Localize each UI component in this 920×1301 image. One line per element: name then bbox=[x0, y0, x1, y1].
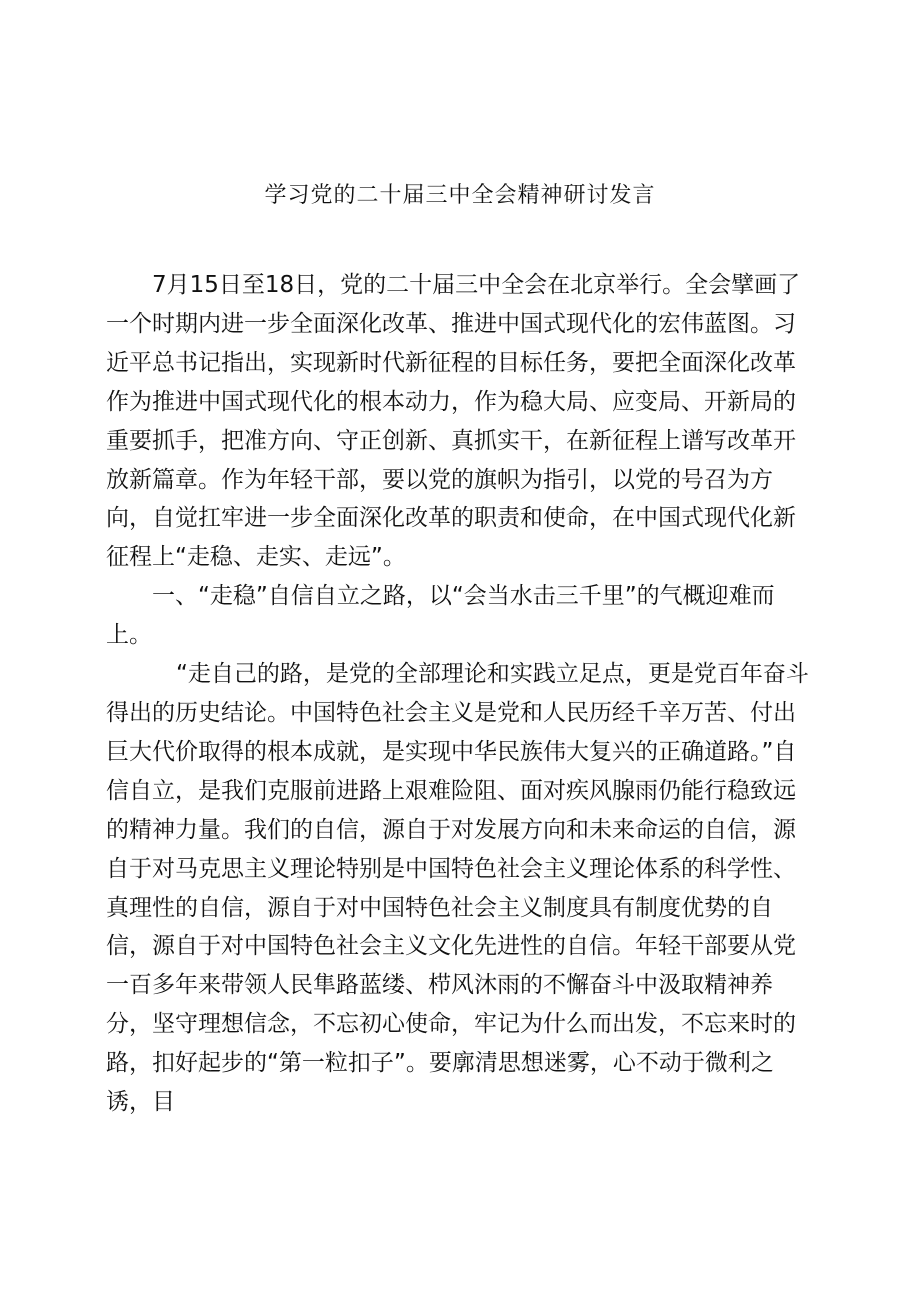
document-title: 学习党的二十届三中全会精神研讨发言 bbox=[264, 183, 656, 208]
document-body bbox=[106, 266, 818, 1122]
paragraph-intro: 7月15日至18日，党的二十届三中全会在北京举行。全会擘画了一个时期内进一步全面深化改革、推进中国式现代化的宏伟蓝图。习近平总书记指出，实现新时代新征程的目标任务，要把全面深化改革作为推进中国式现代化的根本动力，作为稳大局、应变局、开新局的重要抓手，把准方向、守正创新、真抓实干，在新征程上谱写改革开放新篇章。作为年轻干部，要以党的旗帜为指引，以党的号召为方向，自觉扛牢进一步全面深化改革的职责和使命，在中国式现代化新征程上“走稳、走实、走远”。 bbox=[106, 272, 801, 571]
section-heading-one: 一、“走稳”自信自立之路，以“会当水击三千里”的气概迎难而上。 bbox=[106, 583, 775, 649]
paragraph-section-one: “走自己的路，是党的全部理论和实践立足点，更是党百年奋斗得出的历史结论。中国特色社会主义是党和人民历经千辛万苦、付出巨大代价取得的根本成就，是实现中华民族伟大复兴的正确道路。”自信自立，是我们克服前进路上艰难险阻、面对疾风腺雨仍能行稳致远的精神力量。我们的自信，源自于对发展方向和未来命运的自信，源自于对马克思主义理论特别是中国特色社会主义理论体系的科学性、真理性的自信，源自于对中国特色社会主义制度具有制度优势的自信，源自于对中国特色社会主义文化先进性的自信。年轻干部要从党一百多年来带领人民隼路蓝缕、栉风沐雨的不懈奋斗中汲取精神养分，坚守理想信念，不忘初心使命，牢记为什么而出发，不忘来时的路，扣好起步的“第一粒扣子”。要廓清思想迷雾，心不动于微利之诱，目 bbox=[106, 661, 809, 1116]
